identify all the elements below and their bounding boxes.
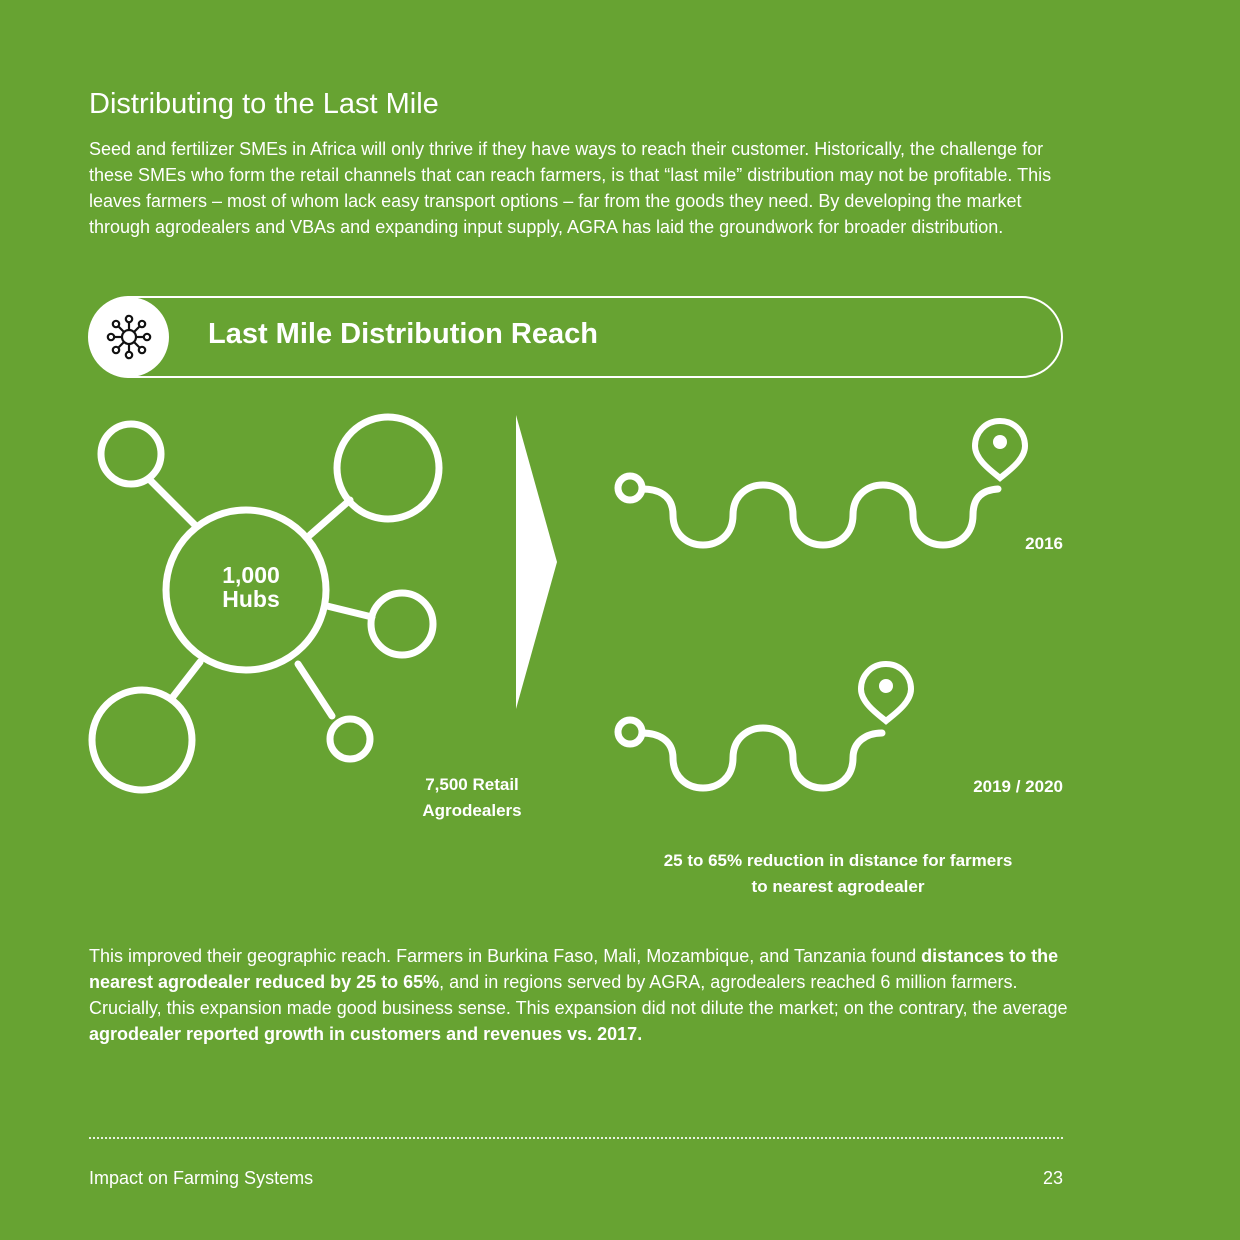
- retail-label-line1: 7,500 Retail: [425, 775, 519, 794]
- hub-count-value: 1,000: [222, 562, 280, 588]
- location-pin-icon: [861, 664, 911, 721]
- body-bold-1: distances to the nearest agrodealer reduced by 25 to 65%: [89, 946, 1059, 992]
- node-circle: [371, 593, 433, 655]
- intro-paragraph: Seed and fertilizer SMEs in Africa will only thrive if they have ways to reach their customer. Historically, the challenge for these SMEs who form the retail channels that can reach farmers, is that “last mile” distribution may not be profitable. This leaves farmers – most of whom lack easy transport options – far from the goods they need. By developing the market through agrodealers and VBAs and expanding input supply, AGRA has laid the groundwork for broader distribution.: [89, 139, 1052, 237]
- route-2016: [618, 476, 998, 545]
- body-paragraph: [89, 943, 1079, 1047]
- reduction-line1: 25 to 65% reduction in distance for farmers: [663, 851, 1013, 870]
- year-label-2016: 2016: [1025, 534, 1063, 553]
- location-pin-icon: [975, 421, 1025, 478]
- year-label-2019-2020: 2019 / 2020: [973, 777, 1063, 796]
- hub-count-unit: Hubs: [222, 586, 280, 612]
- body-text-1: This improved their geographic reach. Farmers in Burkina Faso, Mali, Mozambique, and Tanzania found: [89, 946, 922, 966]
- footer-divider: [89, 1137, 1063, 1139]
- node-circle: [92, 690, 192, 790]
- arrow-divider: [516, 415, 557, 709]
- node-circle: [337, 417, 439, 519]
- page-number: 23: [1042, 1168, 1063, 1188]
- node-circle: [330, 719, 370, 759]
- hub-count-label: [191, 563, 311, 611]
- reduction-line2: to nearest agrodealer: [751, 877, 925, 896]
- retail-label-line2: Agrodealers: [422, 801, 522, 820]
- banner-title: Last Mile Distribution Reach: [208, 318, 598, 350]
- retail-agrodealers-label: [392, 772, 552, 824]
- body-text-2: , and in regions served by AGRA, agrodealers reached 6 million farmers. Crucially, this expansion made good business sense. This expansion did not dilute the market; on the contrary, the average: [89, 972, 1068, 1018]
- node-circle: [101, 424, 161, 484]
- page-title: Distributing to the Last Mile: [89, 88, 439, 120]
- distance-reduction-label: [608, 848, 1068, 900]
- body-bold-2: agrodealer reported growth in customers and revenues vs. 2017.: [89, 1024, 643, 1044]
- route-2019-2020: [618, 720, 882, 788]
- footer-section-title: Impact on Farming Systems: [89, 1168, 314, 1188]
